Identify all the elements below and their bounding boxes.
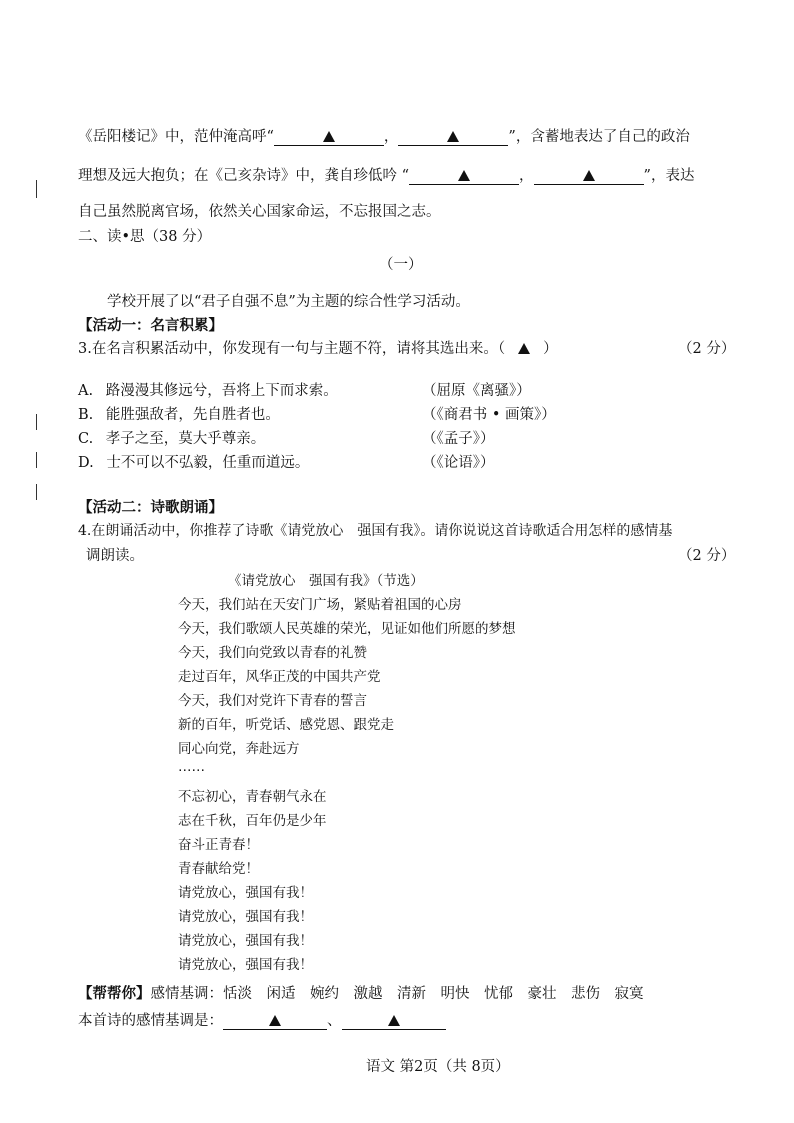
answer-blank[interactable]	[505, 342, 543, 357]
answer-line: 本首诗的感情基调是： 、	[78, 1009, 446, 1030]
activity1-title: 【活动一：名言积累】	[78, 317, 223, 334]
help-box	[78, 982, 644, 1003]
option-d-source: （《论语》）	[422, 455, 495, 471]
triangle-icon	[323, 131, 335, 142]
help-text: 感情基调：恬淡 闲适 婉约 激越 清新 明快 忧郁 豪壮 悲伤 寂寞	[150, 986, 644, 1002]
poem-line: 今天，我们对党许下青春的誓言	[178, 693, 367, 709]
margin-mark	[36, 414, 37, 430]
option-a-source: （屈原《离骚》）	[422, 383, 531, 399]
option-b[interactable]: B. 能胜强敌者，先自胜者也。	[78, 407, 280, 423]
option-b-source: （《商君书 • 画策》）	[422, 407, 556, 423]
poem-line: 今天，我们向党致以青春的礼赞	[178, 645, 367, 661]
poem-line: ……	[178, 759, 205, 775]
intro-line-2: 理想及远大抱负；在《己亥杂诗》中，龚自珍低吟 “ ， ”，表达	[78, 168, 695, 184]
question-4-line1: 4.在朗诵活动中，你推荐了诗歌《请党放心 强国有我》。请你说说这首诗歌适合用怎样的感情基	[78, 523, 673, 539]
triangle-icon	[458, 170, 470, 181]
option-c[interactable]: C. 孝子之至，莫大乎尊亲。	[78, 431, 266, 447]
triangle-icon	[518, 343, 530, 354]
poem-line: 请党放心，强国有我！	[178, 957, 313, 973]
triangle-icon	[583, 170, 595, 181]
answer-blank[interactable]	[409, 169, 519, 185]
question-3-score: （2 分）	[678, 341, 736, 357]
intro-line1-prefix: 《岳阳楼记》中，范仲淹高呼“	[78, 129, 274, 145]
question-3: 3.在名言积累活动中，你发现有一句与主题不符，请将其选出来。（ ）	[78, 341, 558, 357]
context-text: 学校开展了以“君子自强不息”为主题的综合性学习活动。	[107, 294, 470, 310]
question-4-line2: 调朗读。	[86, 548, 144, 564]
activity2-title: 【活动二：诗歌朗诵】	[78, 499, 223, 516]
section-title: 二、读•思（38 分）	[78, 229, 212, 245]
poem-line: 请党放心，强国有我！	[178, 933, 313, 949]
triangle-icon	[447, 131, 459, 142]
margin-mark	[36, 484, 37, 500]
poem-line: 不忘初心，青春朝气永在	[178, 789, 327, 805]
part-title: （一）	[379, 257, 423, 273]
intro-line-1: 《岳阳楼记》中，范仲淹高呼“ ， ”，含蓄地表达了自己的政治	[78, 129, 690, 145]
question-4-score: （2 分）	[678, 548, 736, 564]
margin-mark	[36, 180, 37, 198]
poem-line: 请党放心，强国有我！	[178, 909, 313, 925]
intro-line-3: 自己虽然脱离官场，依然关心国家命运，不忘报国之志。	[78, 204, 441, 220]
poem-line: 志在千秋，百年仍是少年	[178, 813, 327, 829]
triangle-icon	[388, 1015, 400, 1026]
help-label: 【帮帮你】	[78, 985, 151, 1002]
answer-blank[interactable]	[342, 1014, 446, 1030]
poem-line: 今天，我们歌颂人民英雄的荣光，见证如他们所愿的梦想	[178, 621, 516, 637]
intro-line1-suffix: ”，含蓄地表达了自己的政治	[508, 129, 690, 145]
answer-blank[interactable]	[274, 130, 384, 146]
page-footer: 语文 第2页（共 8页）	[366, 1059, 510, 1075]
poem-title: 《请党放心 强国有我》（节选）	[228, 573, 424, 589]
answer-blank[interactable]	[398, 130, 508, 146]
poem-line: 同心向党，奔赴远方	[178, 741, 300, 757]
option-a[interactable]: A. 路漫漫其修远兮，吾将上下而求索。	[78, 383, 338, 399]
poem-line: 新的百年，听党话、感党恩、跟党走	[178, 717, 394, 733]
margin-mark	[36, 452, 37, 468]
poem-line: 青春献给党！	[178, 861, 259, 877]
poem-line: 请党放心，强国有我！	[178, 885, 313, 901]
poem-line: 今天，我们站在天安门广场，紧贴着祖国的心房	[178, 597, 462, 613]
answer-blank[interactable]	[534, 169, 644, 185]
poem-line: 走过百年，风华正茂的中国共产党	[178, 669, 381, 685]
option-d[interactable]: D. 士不可以不弘毅，任重而道远。	[78, 455, 310, 471]
answer-blank[interactable]	[223, 1014, 327, 1030]
option-c-source: （《孟子》）	[422, 431, 495, 447]
triangle-icon	[269, 1015, 281, 1026]
poem-line: 奋斗正青春！	[178, 837, 259, 853]
